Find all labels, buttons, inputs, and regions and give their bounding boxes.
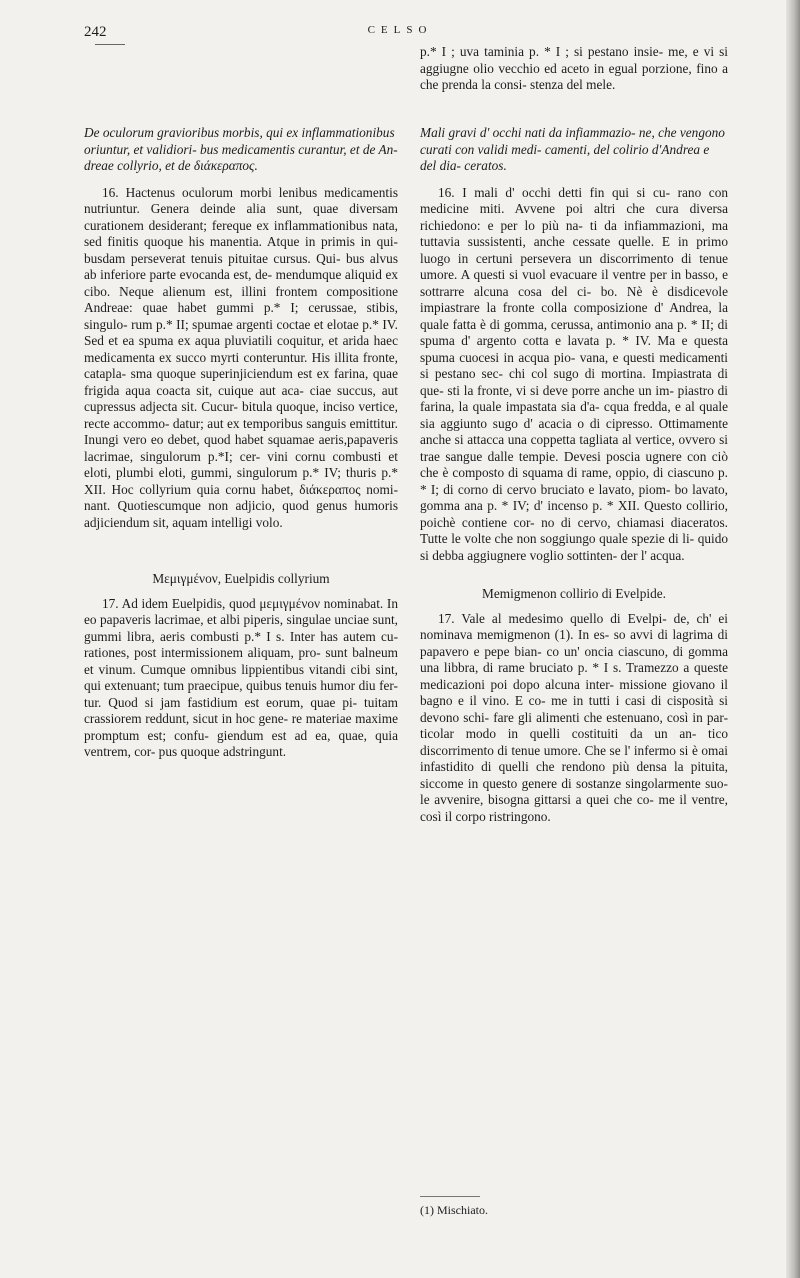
latin-subheading: Μεμιγμένον, Euelpidis collyrium — [152, 571, 330, 586]
latin-paragraph-16: 16. Hactenus oculorum morbi lenibus medicamentis nutriuntur. Genera deinde alia sunt, quae diversam curationem desiderant; fereque ex inflammationibus nata, sed finitis quoque his manentia. Atque in primis in qui- busdam perseverat tenuis pituitae cursus. Qui- bus alvus ab inferiore parte evocanda est, de- mendumque aliquid ex cibo. Neque alienum est, illini frontem compositione Andreae: quae habet gummi p.* I; cerussae, stibis, singulo- rum p.* II; spumae argenti coctae et elotae p.* IV. Sed et ea spuma ex aqua pluviatili coquitur, et arida haec medicamenta ex succo myrti conteruntur. His illita fronte, catapla- sma quoque superinjiciendum est ex farina, quae frigida aqua coacta sit, cuique aut aca- ciae succus, aut cupressus adjecta sit. Cucur- bitula quoque, inciso vertice, recte accommo- datur; aut ex temporibus sanguis emittitur. Inungi vero eo debet, quod habet squamae aeris,papaveris lacrimae, singulorum p.*I; cer- vini cornu combusti et eloti, plumbi eloti, gummi, singulorum p.* IV; thuris p.* XII. Hoc collyrium quia cornu habet, διάκεραπος nomi- nant. Quotiescumque non adjicio, quod genus humoris adjiciendum sit, aquam intelligi volo. — [84, 184, 398, 530]
right-intro — [420, 44, 728, 94]
footnote-rule — [420, 1196, 480, 1197]
running-head: CELSO — [367, 24, 433, 36]
intro-text: p.* I ; uva taminia p. * I ; si pestano insie- me, e vi si aggiugne olio vecchio ed aceto in egual porzione, fino a che prenda la consi- stenza del mele. — [420, 44, 728, 92]
italian-subheading: Memigmenon collirio di Evelpide. — [482, 586, 666, 601]
italian-column — [420, 125, 728, 825]
latin-column — [84, 125, 398, 761]
italian-paragraph-16: 16. I mali d' occhi detti fin qui si cu- rano con medicine miti. Avvene poi altri che cura diversa richiedono: e per lo più na- ti da infiammazioni, ma tuttavia sussistenti, anche cessate quelle. E in primo luogo in certuni persevera un discorrimento di tenue umore. A questi si vuol evacuare il ventre per in basso, e sottrarre alcuna cosa del ci- bo. Nè è disdicevole impiastrare la fronte colla composizione d' Andrea, la quale fatta è di gomma, cerussa, antimonio ana p. * II; di spuma d' argento cotta e lavata p. * IV. Ma e questa spuma cuocesi in acqua pio- vana, e questi medicamenti si pestano sec- chi col sugo di mortina. Impiastrata di que- sti la fronte, vi si deve porre anche un im- piastro di farina, la quale impastata sia d'a- cqua fredda, e al quale sia aggiunto sugo d' acacia o di cipresso. Ottimamente anche si attacca una coppetta tagliata al vertice, ovvero si trae sangue dalle tempie. Devesi poscia ugnere con ciò che è composto di squama di rame, oppio, di ciascuno p. * I; di corno di cervo bruciato e lavato, piom- bo lavato, gomma ana p. * IV; d' incenso p. * XII. Questo collirio, poichè contiene cor- no di cervo, chiamasi diaceratos. Tutte le volte che non soggiungo quale spezie di li- quido si debba aggiugnere voglio sottinten- der l' acqua. — [420, 184, 728, 563]
italian-paragraph-17: 17. Vale al medesimo quello di Evelpi- de, ch' ei nominava memigmenon (1). In es- so avvi di lagrima di papavero e pepe bian- co un' oncia ciascuno, di gomma una libbra, di rame bruciato p. * I s. Tramezzo a queste medicazioni poi dopo alcuna inter- missione giovano il bagno e il vino. E co- me in tutti i casi di cisposità si devono schi- fare gli alimenti che estenuano, così in par- ticolar modo in quelli costituiti da un an- tico discorrimento di tenue umore. Che se l' infermo si è omai infastidito di quelli che rendono più densa la pituita, siccome in questo genere di sostanze singolarmente suo- le avvenire, bisogna gittarsi a quei che co- me il ventre, così il corpo ristringono. — [420, 610, 728, 824]
page-edge-shadow — [786, 0, 800, 1278]
head-rule — [95, 44, 125, 45]
footnote: (1) Mischiato. — [420, 1203, 488, 1217]
italian-heading: Mali gravi d' occhi nati da infiammazio- ne, che vengono curati con validi medi- camenti, del colirio d'Andrea e del dia- ceratos. — [420, 125, 725, 173]
latin-paragraph-17: 17. Ad idem Euelpidis, quod μεμιγμένον nominabat. In eo papaveris lacrimae, et albi piperis, singulae unciae sunt, gummi libra, aeris combusti p.* I s. Inter has autem cu- rationes, post intermissionem aliquam, pro- sunt balneum et vinum. Cumque omnibus lippientibus vitandi cibi sint, qui extenuant; tum praecipue, quibus tenuis humor diu fer- tur. Quod si jam fastidium est eorum, quae pi- tuitam crassiorem reddunt, sicut in hoc gene- re materiae maxime promptum est; confu- giendum est ad ea, quae, quia ventrem, cor- pus quoque adstringunt. — [84, 595, 398, 759]
latin-heading: De oculorum gravioribus morbis, qui ex inflammationibus oriuntur, et validiori- bus medicamentis curantur, et de An- dreae collyrio, et de διάκεραπος. — [84, 125, 398, 173]
page-number: 242 — [84, 24, 107, 40]
